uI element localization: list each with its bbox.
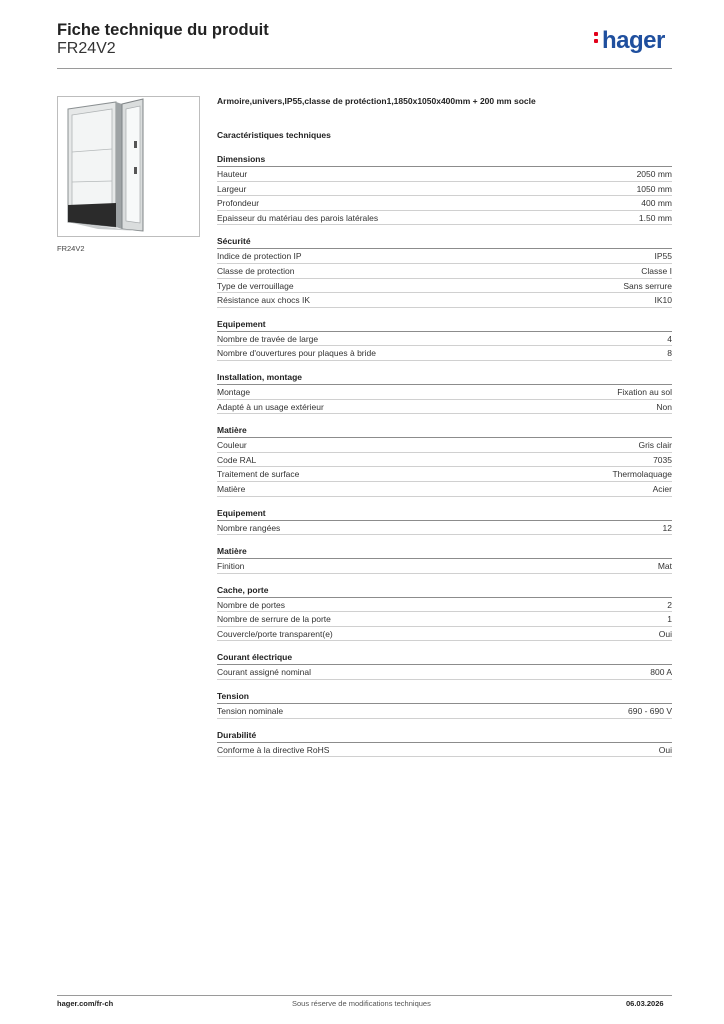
spec-label: Largeur <box>217 183 247 194</box>
spec-value: 690 - 690 V <box>628 706 672 717</box>
spec-section <box>217 370 672 414</box>
spec-label: Couleur <box>217 440 247 451</box>
spec-row <box>217 400 672 415</box>
spec-label: Code RAL <box>217 454 257 465</box>
spec-row <box>217 167 672 182</box>
spec-label: Matière <box>217 483 246 494</box>
spec-value: Sans serrure <box>623 280 672 291</box>
spec-value: 1 <box>667 614 672 625</box>
spec-value: IK10 <box>654 295 672 306</box>
spec-value: 2050 mm <box>636 169 672 179</box>
spec-row <box>217 704 672 719</box>
spec-value: 2 <box>667 599 672 610</box>
header-divider <box>57 68 672 69</box>
spec-row <box>217 467 672 482</box>
product-image-caption: FR24V2 <box>57 244 85 253</box>
spec-value: 4 <box>667 333 672 344</box>
spec-row <box>217 385 672 400</box>
spec-section <box>217 650 672 680</box>
spec-value: Gris clair <box>638 440 672 451</box>
spec-value: 400 mm <box>641 198 672 209</box>
page-title: Fiche technique du produit <box>57 21 269 39</box>
spec-section <box>217 689 672 719</box>
spec-section <box>217 544 672 574</box>
spec-label: Adapté à un usage extérieur <box>217 401 324 412</box>
product-reference: FR24V2 <box>57 40 116 57</box>
spec-row <box>217 293 672 308</box>
spec-section <box>217 234 672 307</box>
spec-label: Nombre d'ouvertures pour plaques à bride <box>217 348 376 359</box>
section-title: Equipement <box>217 506 672 521</box>
logo-text: hager <box>602 27 665 54</box>
spec-value: Non <box>656 401 672 412</box>
spec-section <box>217 152 672 225</box>
spec-label: Indice de protection IP <box>217 251 302 262</box>
spec-value: Oui <box>658 744 672 755</box>
spec-section <box>217 583 672 642</box>
spec-label: Courant assigné nominal <box>217 667 312 678</box>
spec-value: Classe I <box>641 265 672 276</box>
spec-sections <box>217 152 672 757</box>
section-title: Installation, montage <box>217 370 672 385</box>
spec-section <box>217 728 672 758</box>
spec-label: Epaisseur du matériau des parois latérales <box>217 212 379 223</box>
spec-row <box>217 598 672 613</box>
spec-value: 1.50 mm <box>638 212 672 223</box>
technical-sheet <box>217 96 672 757</box>
spec-row <box>217 346 672 361</box>
footer-date: 06.03.2026 <box>626 999 664 1008</box>
spec-row <box>217 211 672 226</box>
footer-divider <box>57 995 672 996</box>
spec-row <box>217 279 672 294</box>
spec-row <box>217 332 672 347</box>
section-title: Durabilité <box>217 728 672 743</box>
spec-row <box>217 612 672 627</box>
spec-label: Tension nominale <box>217 706 284 717</box>
spec-value: 7035 <box>653 454 672 465</box>
spec-value: Mat <box>657 561 672 572</box>
spec-value: Oui <box>658 628 672 639</box>
spec-label: Classe de protection <box>217 265 295 276</box>
spec-row <box>217 559 672 574</box>
spec-value: Fixation au sol <box>617 386 672 397</box>
spec-row <box>217 665 672 680</box>
spec-label: Résistance aux chocs IK <box>217 295 311 306</box>
spec-label: Couvercle/porte transparent(e) <box>217 628 333 639</box>
spec-row <box>217 182 672 197</box>
spec-value: Acier <box>652 483 672 494</box>
section-title: Dimensions <box>217 152 672 167</box>
spec-value: 800 A <box>650 667 672 678</box>
spec-label: Nombre de portes <box>217 599 286 610</box>
cabinet-enclosure-icon <box>58 97 199 236</box>
spec-row <box>217 438 672 453</box>
spec-label: Finition <box>217 561 245 572</box>
spec-value: 1050 mm <box>636 183 672 194</box>
product-description: Armoire,univers,IP55,classe de protéction1,1850x1050x400mm + 200 mm socle <box>217 96 536 106</box>
section-title: Cache, porte <box>217 583 672 598</box>
section-title: Tension <box>217 689 672 704</box>
spec-value: 12 <box>662 522 672 533</box>
section-title: Sécurité <box>217 234 672 249</box>
spec-row <box>217 453 672 468</box>
spec-row <box>217 521 672 536</box>
product-image <box>57 96 200 237</box>
hager-logo <box>594 27 665 55</box>
footer-disclaimer: Sous réserve de modifications techniques <box>292 999 431 1008</box>
footer-website[interactable]: hager.com/fr-ch <box>57 999 114 1008</box>
spec-label: Type de verrouillage <box>217 280 294 291</box>
section-title: Matière <box>217 544 672 559</box>
spec-row <box>217 196 672 211</box>
spec-section <box>217 423 672 496</box>
spec-section <box>217 506 672 536</box>
spec-row <box>217 264 672 279</box>
spec-label: Nombre de serrure de la porte <box>217 614 331 625</box>
spec-value: IP55 <box>654 251 672 262</box>
spec-label: Conforme à la directive RoHS <box>217 744 330 755</box>
characteristics-title: Caractéristiques techniques <box>217 130 331 140</box>
spec-label: Nombre rangées <box>217 522 281 533</box>
spec-row <box>217 627 672 642</box>
spec-row <box>217 482 672 497</box>
spec-label: Hauteur <box>217 169 248 179</box>
spec-section <box>217 317 672 361</box>
spec-row <box>217 249 672 264</box>
section-title: Matière <box>217 423 672 438</box>
logo-dots-icon <box>594 29 600 46</box>
spec-row <box>217 743 672 758</box>
spec-label: Traitement de surface <box>217 469 300 480</box>
spec-value: Thermolaquage <box>612 469 672 480</box>
spec-label: Montage <box>217 386 251 397</box>
section-title: Equipement <box>217 317 672 332</box>
section-title: Courant électrique <box>217 650 672 665</box>
spec-label: Nombre de travée de large <box>217 333 319 344</box>
spec-label: Profondeur <box>217 198 260 209</box>
spec-value: 8 <box>667 348 672 359</box>
